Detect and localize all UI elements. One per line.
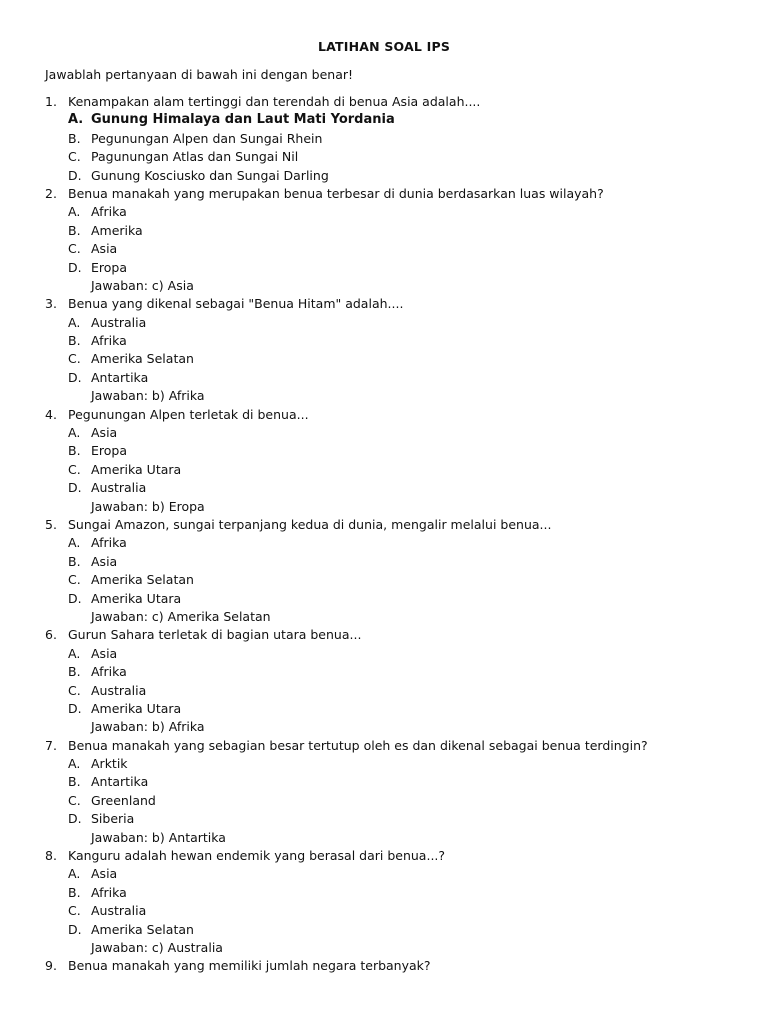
- option-letter: D.: [68, 921, 82, 937]
- question-7: [0, 737, 768, 755]
- answer-text: Jawaban: c) Asia: [91, 277, 194, 293]
- option-text: Greenland: [91, 792, 156, 808]
- question-6: [0, 626, 768, 644]
- question-number: 1.: [45, 94, 57, 109]
- answer-option: [0, 240, 768, 258]
- option-text: Asia: [91, 866, 118, 882]
- option-text: Amerika Utara: [91, 700, 182, 716]
- option-text: Afrika: [91, 535, 127, 551]
- question-number: 7.: [45, 737, 57, 753]
- answer-text: Jawaban: b) Afrika: [91, 388, 205, 404]
- option-letter: A.: [68, 866, 81, 882]
- answer-option: [0, 369, 768, 387]
- option-letter: C.: [68, 572, 81, 588]
- answer-option: [0, 461, 768, 479]
- question-4: [0, 406, 768, 424]
- answer-option: [0, 534, 768, 552]
- option-letter: D.: [68, 259, 82, 275]
- option-letter: D.: [68, 369, 82, 385]
- answer-option: [0, 203, 768, 221]
- option-text: Amerika: [91, 222, 143, 238]
- option-letter: B.: [68, 884, 81, 900]
- answer-key: [0, 829, 768, 847]
- question-number: 2.: [45, 185, 57, 201]
- question-text: Pegunungan Alpen terletak di benua...: [68, 406, 309, 422]
- option-text: Siberia: [91, 811, 135, 827]
- option-letter: A.: [68, 535, 81, 551]
- question-text: Sungai Amazon, sungai terpanjang kedua di dunia, mengalir melalui benua...: [68, 516, 552, 532]
- option-text: Australia: [91, 903, 147, 919]
- question-number: 3.: [45, 296, 57, 312]
- answer-option: [0, 884, 768, 902]
- answer-key: [0, 387, 768, 405]
- option-letter: B.: [68, 774, 81, 790]
- question-text: Kenampakan alam tertinggi dan terendah di benua Asia adalah....: [68, 94, 481, 109]
- question-8: [0, 847, 768, 865]
- option-letter: C.: [68, 461, 81, 477]
- option-letter: B.: [68, 333, 81, 349]
- answer-option: [0, 921, 768, 939]
- option-letter: B.: [68, 553, 81, 569]
- option-letter: A.: [68, 204, 81, 220]
- answer-option: [0, 700, 768, 718]
- option-text: Australia: [91, 682, 147, 698]
- option-text: Arktik: [91, 756, 128, 772]
- question-text: Kanguru adalah hewan endemik yang berasal dari benua...?: [68, 848, 446, 864]
- option-letter: D.: [68, 480, 82, 496]
- question-number: 6.: [45, 627, 57, 643]
- answer-option: [0, 682, 768, 700]
- option-text: Eropa: [91, 259, 128, 275]
- question-2: [0, 185, 768, 203]
- question-text: Gurun Sahara terletak di bagian utara benua...: [68, 627, 362, 643]
- instructions: Jawablah pertanyaan di bawah ini dengan benar!: [45, 67, 354, 82]
- answer-option: [0, 792, 768, 810]
- option-letter: B.: [68, 222, 81, 238]
- answer-option: [0, 810, 768, 828]
- answer-option: [0, 479, 768, 497]
- option-text: Afrika: [91, 664, 127, 680]
- answer-key: [0, 718, 768, 736]
- option-text: Amerika Selatan: [91, 351, 194, 367]
- answer-key: [0, 939, 768, 957]
- answer-option: [0, 167, 768, 185]
- option-text: Amerika Utara: [91, 461, 182, 477]
- option-text: Afrika: [91, 333, 127, 349]
- option-letter: C.: [68, 792, 81, 808]
- question-5: [0, 516, 768, 534]
- answer-option: [0, 645, 768, 663]
- answer-option: [0, 553, 768, 571]
- option-text: Asia: [91, 553, 118, 569]
- answer-option: [0, 663, 768, 681]
- question-list: [0, 93, 768, 976]
- answer-text: Jawaban: c) Australia: [91, 939, 223, 955]
- option-letter: A.: [68, 645, 81, 661]
- answer-option: [0, 350, 768, 368]
- answer-option: [0, 442, 768, 460]
- answer-text: Jawaban: b) Antartika: [91, 829, 226, 845]
- option-letter: B.: [68, 130, 81, 146]
- answer-key: [0, 608, 768, 626]
- question-number: 4.: [45, 406, 57, 422]
- option-letter: B.: [68, 664, 81, 680]
- option-text: Gunung Kosciusko dan Sungai Darling: [91, 167, 329, 183]
- answer-option: [0, 571, 768, 589]
- option-text: Afrika: [91, 204, 127, 220]
- option-text: Amerika Utara: [91, 590, 182, 606]
- answer-option: [0, 332, 768, 350]
- question-number: 8.: [45, 848, 57, 864]
- question-3: [0, 295, 768, 313]
- answer-option: [0, 314, 768, 332]
- question-text: Benua manakah yang sebagian besar tertutup oleh es dan dikenal sebagai benua terdingin?: [68, 737, 648, 753]
- question-text: Benua manakah yang merupakan benua terbesar di dunia berdasarkan luas wilayah?: [68, 185, 604, 201]
- option-text: Gunung Himalaya dan Laut Mati Yordania: [91, 112, 395, 128]
- answer-option: [0, 902, 768, 920]
- option-text: Eropa: [91, 443, 128, 459]
- answer-option: [0, 424, 768, 442]
- option-letter: C.: [68, 149, 81, 165]
- option-text: Antartika: [91, 369, 149, 385]
- option-text: Amerika Selatan: [91, 921, 194, 937]
- answer-key: [0, 498, 768, 516]
- option-letter: D.: [68, 700, 82, 716]
- answer-option: [0, 111, 768, 129]
- option-text: Pegunungan Alpen dan Sungai Rhein: [91, 130, 323, 146]
- option-letter: A.: [68, 756, 81, 772]
- question-text: Benua yang dikenal sebagai "Benua Hitam" adalah....: [68, 296, 404, 312]
- answer-key: [0, 277, 768, 295]
- answer-option: [0, 865, 768, 883]
- answer-option: [0, 130, 768, 148]
- option-letter: D.: [68, 167, 82, 183]
- option-text: Asia: [91, 425, 118, 441]
- question-number: 5.: [45, 516, 57, 532]
- option-letter: B.: [68, 443, 81, 459]
- option-letter: C.: [68, 241, 81, 257]
- option-letter: D.: [68, 590, 82, 606]
- answer-option: [0, 590, 768, 608]
- option-text: Antartika: [91, 774, 149, 790]
- question-9: [0, 957, 768, 975]
- question-number: 9.: [45, 958, 57, 974]
- option-letter: C.: [68, 903, 81, 919]
- question-text: Benua manakah yang memiliki jumlah negara terbanyak?: [68, 958, 431, 974]
- option-letter: A.: [68, 425, 81, 441]
- option-text: Asia: [91, 241, 118, 257]
- option-text: Amerika Selatan: [91, 572, 194, 588]
- option-text: Asia: [91, 645, 118, 661]
- option-text: Afrika: [91, 884, 127, 900]
- answer-text: Jawaban: c) Amerika Selatan: [91, 608, 271, 624]
- answer-option: [0, 148, 768, 166]
- option-text: Australia: [91, 480, 147, 496]
- option-letter: C.: [68, 682, 81, 698]
- option-letter: C.: [68, 351, 81, 367]
- option-letter: A.: [68, 112, 84, 128]
- question-1: [0, 93, 768, 111]
- answer-text: Jawaban: b) Afrika: [91, 719, 205, 735]
- page-title: LATIHAN SOAL IPS: [317, 39, 451, 54]
- answer-text: Jawaban: b) Eropa: [91, 498, 205, 514]
- answer-option: [0, 773, 768, 791]
- option-text: Australia: [91, 314, 147, 330]
- answer-option: [0, 222, 768, 240]
- option-text: Pagunungan Atlas dan Sungai Nil: [91, 149, 299, 165]
- answer-option: [0, 755, 768, 773]
- option-letter: A.: [68, 314, 81, 330]
- option-letter: D.: [68, 811, 82, 827]
- answer-option: [0, 259, 768, 277]
